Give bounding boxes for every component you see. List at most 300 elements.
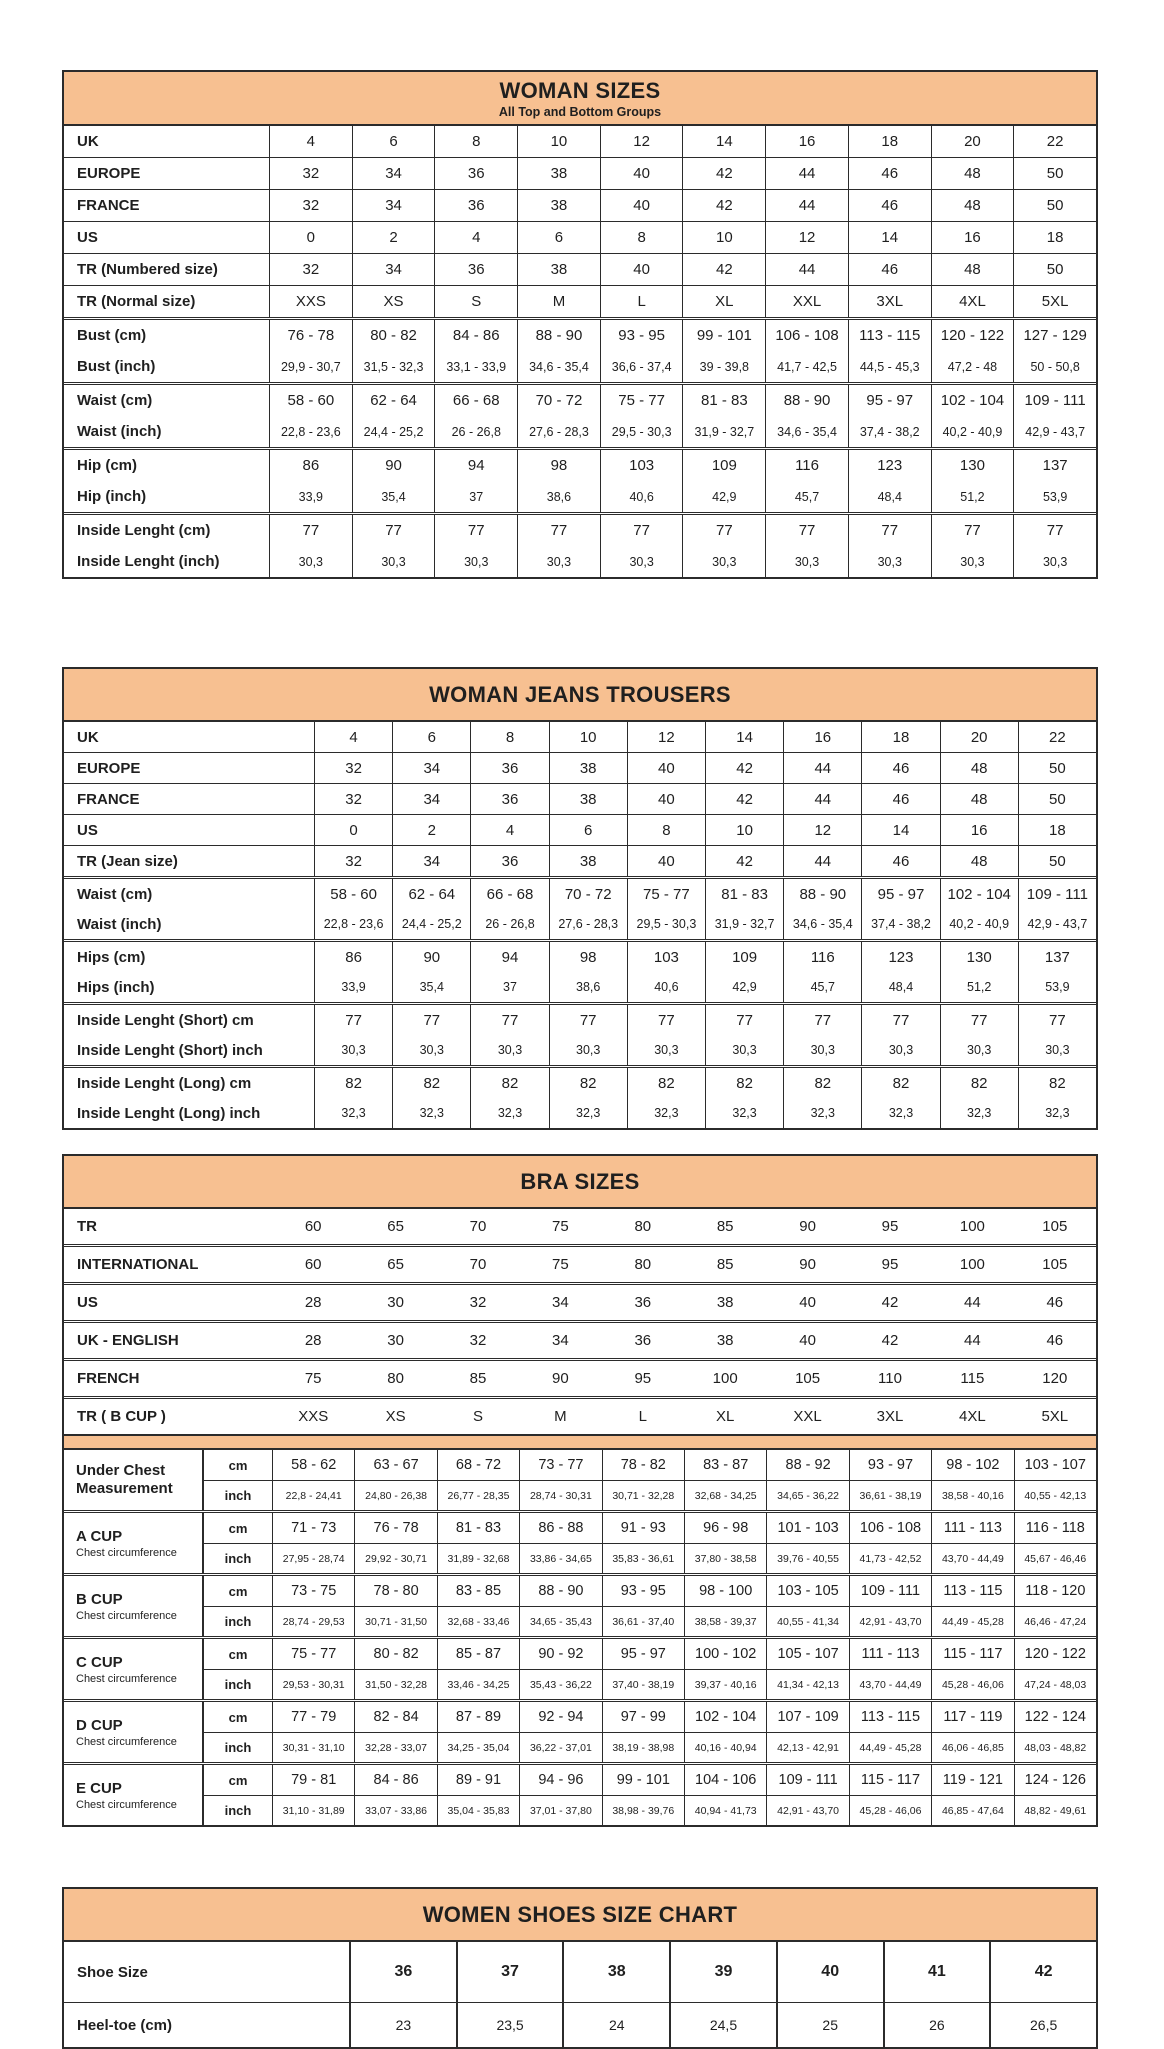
women-shoes-body [64, 1942, 1096, 2047]
cell: XXS [298, 1408, 329, 1425]
row-label: TR ( B CUP ) [77, 1408, 166, 1425]
cell: 82 [940, 1068, 1018, 1098]
cell: 0 [314, 815, 392, 845]
cell: 6 [352, 126, 435, 157]
cell: 123 [861, 942, 939, 972]
cell: 98 - 100 [684, 1576, 766, 1606]
row-label: UK [77, 728, 99, 746]
cell: 26,77 - 28,35 [437, 1480, 519, 1510]
cell: 34,6 - 35,4 [765, 416, 848, 447]
cell: 40 [600, 254, 683, 285]
cell: XL [682, 286, 765, 317]
bra-cup-body [64, 1450, 1096, 1825]
cup-name: C CUP [76, 1653, 123, 1671]
cell: 36,22 - 37,01 [519, 1732, 601, 1762]
cup-name: Under Chest Measurement [76, 1462, 173, 1497]
row-label: Waist (cm) [77, 885, 153, 903]
cell: 40 [627, 753, 705, 783]
cell: 50 [1013, 158, 1096, 189]
table-row [64, 879, 1096, 909]
cell: 36,6 - 37,4 [600, 351, 683, 382]
cell: 38,6 [549, 972, 627, 1002]
cell: 37,4 - 38,2 [848, 416, 931, 447]
cell: 34 [552, 1332, 569, 1349]
row-label: TR (Jean size) [77, 852, 178, 870]
cell: 23 [349, 2003, 456, 2047]
cell: 81 - 83 [682, 385, 765, 416]
unit-label-inch: inch [202, 1543, 272, 1573]
cell: 111 - 113 [931, 1513, 1013, 1543]
cell: 37,01 - 37,80 [519, 1795, 601, 1825]
cup-name: A CUP [76, 1527, 123, 1545]
row-label: UK - ENGLISH [77, 1332, 179, 1349]
row-group [64, 814, 1096, 845]
cell: 44 [783, 846, 861, 876]
cell: 30,3 [517, 546, 600, 577]
cell: 38 [517, 158, 600, 189]
cell: 10 [705, 815, 783, 845]
woman-jeans-table [62, 667, 1098, 1130]
cell: 38 [562, 1942, 669, 2002]
cell: 44 [765, 158, 848, 189]
cell: 36 [470, 753, 548, 783]
cell: 91 - 93 [602, 1513, 684, 1543]
cell: 46,85 - 47,64 [931, 1795, 1013, 1825]
cup-sublabel: Chest circumference [76, 1735, 177, 1748]
table-row [64, 753, 1096, 783]
cell: 88 - 90 [765, 385, 848, 416]
cell: 45,67 - 46,46 [1014, 1543, 1096, 1573]
cell: 45,28 - 46,06 [931, 1669, 1013, 1699]
cell: 119 - 121 [931, 1765, 1013, 1795]
cell: 100 - 102 [684, 1639, 766, 1669]
row-group [64, 722, 1096, 752]
row-group [64, 189, 1096, 221]
table-row [64, 1399, 1096, 1434]
cell: 39 - 39,8 [682, 351, 765, 382]
cell: 32,3 [1018, 1098, 1096, 1128]
cell: 37 [470, 972, 548, 1002]
cell: 102 - 104 [684, 1702, 766, 1732]
cell: 82 [470, 1068, 548, 1098]
cell: 44 [783, 784, 861, 814]
cell: 32,3 [549, 1098, 627, 1128]
unit-label-cm: cm [202, 1765, 272, 1795]
cell: 120 [1042, 1370, 1068, 1387]
cell: 29,5 - 30,3 [600, 416, 683, 447]
cell: 137 [1018, 942, 1096, 972]
cell: 28,74 - 29,53 [272, 1606, 354, 1636]
cell: 60 [304, 1218, 322, 1235]
cell: 93 - 97 [849, 1450, 931, 1480]
cell: 94 [470, 942, 548, 972]
cell: 32,3 [783, 1098, 861, 1128]
cell: 109 - 111 [766, 1765, 848, 1795]
row-label: FRENCH [77, 1370, 140, 1387]
women-shoes-header [64, 1889, 1096, 1942]
cell: 51,2 [931, 481, 1014, 512]
cell: 46 [861, 784, 939, 814]
cell: 86 [314, 942, 392, 972]
cell: 30,3 [682, 546, 765, 577]
row-group [64, 221, 1096, 253]
cell: 16 [931, 222, 1014, 253]
cell: 33,9 [269, 481, 352, 512]
cup-label [64, 1576, 202, 1636]
bra-cup-group [64, 1573, 1096, 1636]
cell: 40 [627, 784, 705, 814]
cell: 77 [765, 515, 848, 546]
cell: 36 [434, 190, 517, 221]
cell: 37,4 - 38,2 [861, 909, 939, 939]
cell: 102 - 104 [931, 385, 1014, 416]
cell: 81 - 83 [437, 1513, 519, 1543]
cell: 30,3 [1013, 546, 1096, 577]
cell: 30,3 [470, 1035, 548, 1065]
cell: 35,4 [352, 481, 435, 512]
row-group [64, 939, 1096, 1002]
cell: 31,9 - 32,7 [682, 416, 765, 447]
cell: 50 [1018, 846, 1096, 876]
cell: 50 [1018, 753, 1096, 783]
row-group [64, 2002, 1096, 2047]
cell: 86 - 88 [519, 1513, 601, 1543]
cell: 32 [269, 158, 352, 189]
cell: 82 [627, 1068, 705, 1098]
cell: 53,9 [1018, 972, 1096, 1002]
cell: 98 [549, 942, 627, 972]
cell: 24,80 - 26,38 [354, 1480, 436, 1510]
cell: 27,95 - 28,74 [272, 1543, 354, 1573]
cell: S [434, 286, 517, 317]
row-group [64, 317, 1096, 382]
cell: 40,6 [627, 972, 705, 1002]
cell: 82 - 84 [354, 1702, 436, 1732]
cell: 30,3 [434, 546, 517, 577]
cell: 75 [552, 1256, 569, 1273]
cell: 41,34 - 42,13 [766, 1669, 848, 1699]
cell: 46 [848, 254, 931, 285]
cell: 8 [600, 222, 683, 253]
cup-sublabel: Chest circumference [76, 1672, 177, 1685]
cell: 44 [765, 254, 848, 285]
row-label: Hips (cm) [77, 948, 146, 966]
cell: 103 [600, 450, 683, 481]
cell: 42,9 [705, 972, 783, 1002]
cell: 16 [783, 722, 861, 752]
cell: 62 - 64 [352, 385, 435, 416]
cell: 83 - 87 [684, 1450, 766, 1480]
row-label: EUROPE [77, 165, 141, 182]
table-row [64, 190, 1096, 221]
bra-cup-group [64, 1510, 1096, 1573]
cell: 48 [931, 190, 1014, 221]
cell: 38 [716, 1294, 734, 1311]
cell: 65 [387, 1256, 404, 1273]
cell: 120 - 122 [1014, 1639, 1096, 1669]
cell: 103 - 105 [766, 1576, 848, 1606]
cell: 41,7 - 42,5 [765, 351, 848, 382]
cell: 8 [470, 722, 548, 752]
cell: 103 [627, 942, 705, 972]
table-row [64, 515, 1096, 546]
cell: 35,83 - 36,61 [602, 1543, 684, 1573]
row-label: Waist (inch) [77, 915, 162, 933]
cell: 14 [705, 722, 783, 752]
cell: 38 [517, 190, 600, 221]
cell: 31,50 - 32,28 [354, 1669, 436, 1699]
cell: 99 - 101 [602, 1765, 684, 1795]
cell: 30,3 [1018, 1035, 1096, 1065]
row-label: FRANCE [77, 197, 140, 214]
table-row [64, 815, 1096, 845]
unit-label-inch: inch [202, 1795, 272, 1825]
cell: XXS [269, 286, 352, 317]
cell: 95 - 97 [848, 385, 931, 416]
cell: XS [352, 286, 435, 317]
cell: 46 [861, 846, 939, 876]
cell: 77 [517, 515, 600, 546]
cell: 36 [470, 846, 548, 876]
row-label: Inside Lenght (Long) cm [77, 1074, 252, 1092]
cell: 40 [799, 1294, 816, 1311]
cup-name: B CUP [76, 1590, 123, 1608]
cell: 48 [940, 846, 1018, 876]
cell: 44 [783, 753, 861, 783]
cell: 47,24 - 48,03 [1014, 1669, 1096, 1699]
row-group [64, 126, 1096, 157]
cell: 66 - 68 [470, 879, 548, 909]
cell: 41,73 - 42,52 [849, 1543, 931, 1573]
cell: 77 [627, 1005, 705, 1035]
row-group [64, 1002, 1096, 1065]
table-row [64, 481, 1096, 512]
cell: 96 - 98 [684, 1513, 766, 1543]
cell: 66 - 68 [434, 385, 517, 416]
cell: 32 [314, 753, 392, 783]
cell: 4 [269, 126, 352, 157]
unit-label-inch: inch [202, 1480, 272, 1510]
row-group [64, 1396, 1096, 1434]
row-label: UK [77, 133, 99, 150]
row-label: Inside Lenght (inch) [77, 553, 220, 570]
cell: 33,9 [314, 972, 392, 1002]
cell: 29,5 - 30,3 [627, 909, 705, 939]
cell: 90 [799, 1218, 816, 1235]
cell: 115 - 117 [931, 1639, 1013, 1669]
cell: XL [716, 1408, 735, 1425]
cell: 123 [848, 450, 931, 481]
cell: 68 - 72 [437, 1450, 519, 1480]
cell: 30,3 [848, 546, 931, 577]
row-group [64, 447, 1096, 512]
table-row [64, 416, 1096, 447]
table-row [64, 1942, 1096, 2002]
cell: 37,40 - 38,19 [602, 1669, 684, 1699]
woman-sizes-header [64, 72, 1096, 126]
table-row [64, 546, 1096, 577]
cell: 5XL [1041, 1408, 1069, 1425]
cell: 28 [304, 1332, 322, 1349]
cell: 8 [434, 126, 517, 157]
cell: 10 [682, 222, 765, 253]
table-row [64, 2003, 1096, 2047]
cell: 82 [314, 1068, 392, 1098]
cell: 27,6 - 28,3 [549, 909, 627, 939]
cell: 38,19 - 38,98 [602, 1732, 684, 1762]
cell: 30,3 [269, 546, 352, 577]
cell: 22,8 - 23,6 [269, 416, 352, 447]
cell: 98 - 102 [931, 1450, 1013, 1480]
cell: 77 [1018, 1005, 1096, 1035]
table-row [64, 1068, 1096, 1098]
cup-label [64, 1639, 202, 1699]
table-row [64, 450, 1096, 481]
cell: 44,5 - 45,3 [848, 351, 931, 382]
cell: 6 [549, 815, 627, 845]
cell: 106 - 108 [849, 1513, 931, 1543]
cell: 116 [783, 942, 861, 972]
row-group [64, 783, 1096, 814]
cell: 40 [799, 1332, 816, 1349]
table-row [64, 972, 1096, 1002]
cell: 32 [314, 784, 392, 814]
cell: 40,2 - 40,9 [940, 909, 1018, 939]
cell: 30,3 [600, 546, 683, 577]
row-label: Waist (inch) [77, 423, 162, 440]
cell: 82 [783, 1068, 861, 1098]
bra-sizes-top-body [64, 1209, 1096, 1434]
cell: 103 - 107 [1014, 1450, 1096, 1480]
cell: 34 [392, 846, 470, 876]
cell: 38,6 [517, 481, 600, 512]
cell: 40,94 - 41,73 [684, 1795, 766, 1825]
cell: 30,3 [627, 1035, 705, 1065]
cell: 46 [1046, 1294, 1064, 1311]
cell: 115 [960, 1370, 985, 1387]
cell: 127 - 129 [1013, 320, 1096, 351]
cup-sublabel: Chest circumference [76, 1546, 177, 1559]
cell: 31,9 - 32,7 [705, 909, 783, 939]
cell: 85 [716, 1256, 734, 1273]
table-row [64, 286, 1096, 317]
cell: 88 - 90 [519, 1576, 601, 1606]
cell: 0 [269, 222, 352, 253]
cell: S [472, 1408, 483, 1425]
cell: 80 - 82 [352, 320, 435, 351]
cell: 100 [959, 1218, 985, 1235]
cell: 4XL [959, 1408, 986, 1425]
cell: 38,98 - 39,76 [602, 1795, 684, 1825]
row-label: Shoe Size [77, 1963, 148, 1981]
cell: 48 [931, 254, 1014, 285]
cell: 40,2 - 40,9 [931, 416, 1014, 447]
cell: 82 [705, 1068, 783, 1098]
cell: 4 [314, 722, 392, 752]
cell: 35,4 [392, 972, 470, 1002]
cell: 65 [387, 1218, 404, 1235]
cell: 4 [434, 222, 517, 253]
cell: 3XL [876, 1408, 904, 1425]
cell: 44 [964, 1332, 981, 1349]
cell: 45,7 [765, 481, 848, 512]
row-label: EUROPE [77, 759, 141, 777]
cell: 42 [705, 846, 783, 876]
cell: 30,3 [765, 546, 848, 577]
cell: 113 - 115 [849, 1702, 931, 1732]
cell: 31,5 - 32,3 [352, 351, 435, 382]
cell: 5XL [1013, 286, 1096, 317]
cell: 12 [600, 126, 683, 157]
cell: 93 - 95 [600, 320, 683, 351]
spacer [62, 1827, 1164, 1887]
cell: 110 [878, 1370, 902, 1387]
cell: 34 [352, 158, 435, 189]
cell: 63 - 67 [354, 1450, 436, 1480]
unit-label-cm: cm [202, 1513, 272, 1543]
cell: 53,9 [1013, 481, 1096, 512]
cell: 45,28 - 46,06 [849, 1795, 931, 1825]
bra-sizes-table [62, 1154, 1098, 1827]
cell: 14 [682, 126, 765, 157]
cell: 100 [712, 1370, 738, 1387]
cell: 26 - 26,8 [470, 909, 548, 939]
cell: 42 [705, 753, 783, 783]
row-label: FRANCE [77, 790, 140, 808]
cell: 30,3 [931, 546, 1014, 577]
cell: 32,3 [314, 1098, 392, 1128]
table-row [64, 1361, 1096, 1396]
cell: 39,76 - 40,55 [766, 1543, 848, 1573]
cell: 30,3 [705, 1035, 783, 1065]
cell: 58 - 62 [272, 1450, 354, 1480]
cell: 50 [1013, 254, 1096, 285]
cell: 77 [783, 1005, 861, 1035]
cell: 109 [682, 450, 765, 481]
unit-label-cm: cm [202, 1639, 272, 1669]
cell: 24,5 [669, 2003, 776, 2047]
cell: 46 [861, 753, 939, 783]
cell: 34 [352, 190, 435, 221]
cell: 34 [392, 753, 470, 783]
cell: 42,9 - 43,7 [1013, 416, 1096, 447]
table-row [64, 1285, 1096, 1320]
cell: 24,4 - 25,2 [352, 416, 435, 447]
cell: 36 [634, 1332, 652, 1349]
cell: 130 [940, 942, 1018, 972]
cell: 75 [552, 1218, 569, 1235]
cell: 95 [881, 1218, 899, 1235]
cell: 29,53 - 30,31 [272, 1669, 354, 1699]
cell: 32,3 [392, 1098, 470, 1128]
cell: 137 [1013, 450, 1096, 481]
cell: 32,3 [705, 1098, 783, 1128]
cell: 34,6 - 35,4 [783, 909, 861, 939]
row-group [64, 845, 1096, 876]
cell: 29,9 - 30,7 [269, 351, 352, 382]
cell: M [554, 1408, 567, 1425]
cell: 23,5 [456, 2003, 563, 2047]
cell: M [517, 286, 600, 317]
cell: 116 - 118 [1014, 1513, 1096, 1543]
row-label: Inside Lenght (Long) inch [77, 1104, 261, 1122]
cell: 10 [549, 722, 627, 752]
cell: 124 - 126 [1014, 1765, 1096, 1795]
cell: 20 [940, 722, 1018, 752]
cell: 34 [352, 254, 435, 285]
cell: 105 [1042, 1218, 1068, 1235]
cell: 77 [600, 515, 683, 546]
